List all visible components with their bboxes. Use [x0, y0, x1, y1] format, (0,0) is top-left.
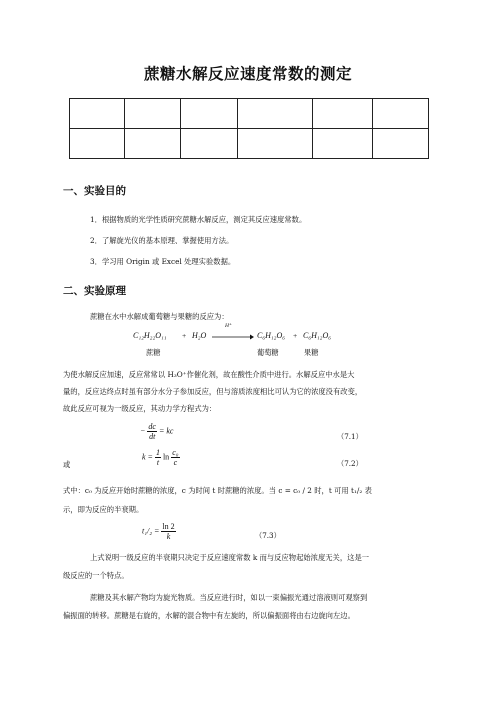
label-sucrose: 蔗糖: [146, 348, 161, 357]
or-label: 或: [63, 460, 71, 469]
table-cell: [373, 129, 429, 159]
principle-para3-line1: 上式说明一级反应的半衰期只决定于反应速度常数 k 而与反应物起始浓度无关，这是一: [90, 553, 370, 562]
purpose-item-3: 3．学习用 Origin 或 Excel 处理实验数据。: [90, 257, 236, 266]
reactant-sucrose-formula: C₁₂H₂₂O₁₁: [133, 331, 167, 340]
equation-number-7-3: （7.3）: [255, 531, 281, 540]
principle-para1-line1: 为使水解反应加速，反应常常以 H₃O⁺作催化剂，故在酸性介质中进行。水解反应中水是大: [63, 370, 355, 379]
section-heading-principle: 二、实验原理: [63, 285, 126, 297]
principle-para3-line2: 级反应的一个特点。: [63, 571, 129, 580]
rate-expression: = kc: [158, 426, 174, 436]
table-cell: [313, 99, 373, 129]
section-heading-purpose: 一、实验目的: [63, 185, 126, 197]
equation-number-7-2: （7.2）: [337, 459, 363, 468]
principle-para2-line2: 示，即为反应的半衰期。: [63, 505, 144, 514]
equation-7-1: [140, 422, 173, 441]
minus-sign: −: [140, 426, 146, 436]
table-cell: [70, 99, 125, 129]
principle-intro: 蔗糖在水中水解成葡萄糖与果糖的反应为：: [90, 312, 229, 321]
table-cell: [373, 99, 429, 129]
table-cell: [70, 129, 125, 159]
equation-number-7-1: （7.1）: [337, 432, 363, 441]
derivative-fraction: $\frac{dc}{dt}$: [148, 422, 156, 441]
catalyst-label: H⁺: [225, 323, 232, 329]
table-cell: [125, 99, 181, 129]
reciprocal-t-fraction: $\frac{1}{t}$: [155, 448, 160, 467]
half-life-fraction: $\frac{\ln 2}{k}$: [162, 522, 175, 541]
page-title: 蔗糖水解反应速度常数的测定: [143, 65, 352, 83]
table-row: [70, 129, 429, 159]
table-cell: [125, 129, 181, 159]
plus-sign: +: [293, 331, 298, 340]
principle-para4-line2: 偏振面的转移。蔗糖是右旋的，水解的混合物中有左旋的，所以偏振面将由右边旋向左边。: [63, 611, 355, 620]
product-glucose-formula: C₆H₁₂O₆: [257, 331, 286, 340]
reactant-water-formula: H₂O: [192, 331, 207, 340]
table-cell: [238, 129, 313, 159]
label-glucose: 葡萄糖: [257, 348, 279, 357]
plus-sign: +: [182, 331, 187, 340]
table-cell: [313, 129, 373, 159]
table-cell: [238, 99, 313, 129]
equation-7-2: k = $\frac{1}{t}$ ln $\frac{\text{c₀}}{c}$: [142, 448, 179, 467]
concentration-ratio-fraction: $\frac{\text{c₀}}{c}$: [172, 448, 179, 467]
label-fructose: 果糖: [304, 348, 319, 357]
purpose-item-2: 2．了解旋光仪的基本原理、掌握使用方法。: [90, 236, 234, 245]
principle-para1-line2: 量的，反应达终点时虽有部分水分子参加反应，但与溶质浓度相比可认为它的浓度没有改变，: [63, 387, 363, 396]
table-row: [70, 99, 429, 129]
purpose-item-1: 1．根据物质的光学性质研究蔗糖水解反应，测定其反应速度常数。: [90, 215, 307, 224]
principle-para1-line3: 故此反应可视为一级反应，其动力学方程式为：: [63, 404, 217, 413]
product-fructose-formula: C₆H₁₂O₆: [303, 331, 332, 340]
header-info-table: [69, 98, 429, 159]
table-cell: [181, 99, 238, 129]
principle-para4-line1: 蔗糖及其水解产物均为旋光物质。当反应进行时，如以一束偏振光通过溶液则可观察到: [90, 593, 368, 602]
reaction-arrow-icon: [212, 333, 254, 341]
equation-7-3: t₁/₂ = $\frac{\ln 2}{k}$: [142, 522, 175, 541]
principle-para2-line1: 式中：c₀ 为反应开始时蔗糖的浓度，c 为时间 t 时蔗糖的浓度。当 c = c₀ / 2 时，t 可用 t₁/₂ 表: [63, 486, 372, 495]
table-cell: [181, 129, 238, 159]
